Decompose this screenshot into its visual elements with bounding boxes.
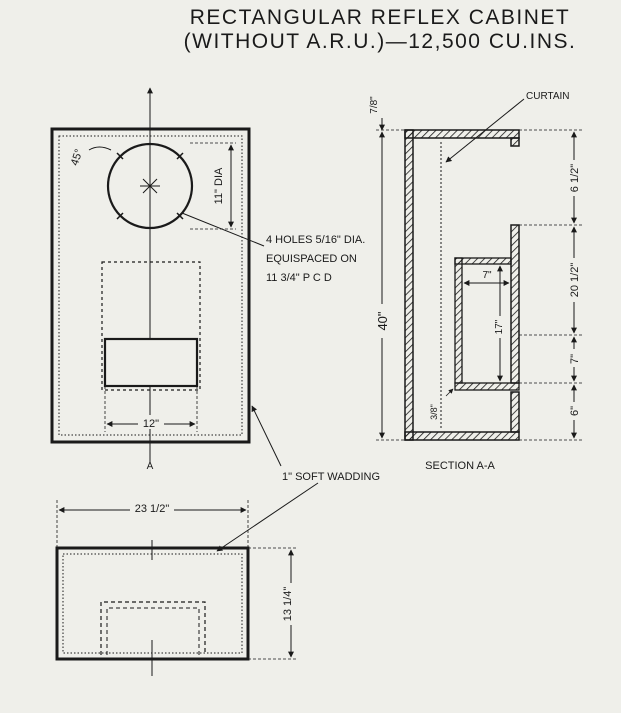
speaker-dia-label: 11" DIA bbox=[213, 167, 225, 205]
port-depth-label: 7" bbox=[482, 270, 492, 281]
port-tunnel-top bbox=[455, 258, 511, 264]
curtain-label: CURTAIN bbox=[526, 91, 570, 102]
port-height-label: 17" bbox=[494, 319, 505, 335]
section-caption: SECTION A-A bbox=[425, 460, 495, 472]
port-width-label: 12" bbox=[142, 418, 160, 430]
speaker-centre-mark bbox=[140, 176, 160, 196]
holes-note-line-1: 4 HOLES 5/16" DIA. bbox=[266, 234, 366, 246]
section-front-lower bbox=[511, 392, 519, 432]
dim-bottom-label: 6" bbox=[569, 405, 581, 417]
wadding-callout bbox=[217, 406, 380, 551]
section-view bbox=[369, 91, 584, 472]
port-tunnel-side bbox=[455, 258, 462, 383]
section-back-wall bbox=[405, 130, 413, 440]
port-opening bbox=[105, 339, 197, 386]
baffle-gap-label: 3/8" bbox=[429, 404, 439, 420]
plan-wadding-outline bbox=[63, 554, 242, 653]
plan-depth-label: 13 1/4" bbox=[282, 586, 294, 622]
dim-top-label: 6 1/2" bbox=[569, 163, 581, 193]
plan-port-outline bbox=[101, 602, 205, 655]
section-front-baffle bbox=[511, 225, 519, 383]
overall-height-label: 40" bbox=[375, 311, 390, 331]
dim-port-label: 7" bbox=[569, 353, 581, 365]
angle-label: 45° bbox=[68, 147, 86, 168]
top-offset-label: 7/8" bbox=[369, 96, 380, 114]
section-top-wall bbox=[405, 130, 519, 138]
wadding-label: 1" SOFT WADDING bbox=[282, 471, 381, 483]
section-mark-a: A bbox=[146, 461, 154, 472]
plan-width-label: 23 1/2" bbox=[134, 503, 170, 515]
plan-view bbox=[57, 500, 302, 676]
front-view bbox=[52, 88, 365, 472]
holes-note-line-2: EQUISPACED ON bbox=[266, 253, 357, 265]
title-line-1: RECTANGULAR REFLEX CABINET bbox=[189, 6, 571, 29]
port-tunnel-bottom bbox=[455, 383, 519, 390]
section-front-upper bbox=[511, 138, 519, 146]
dim-middle-label: 20 1/2" bbox=[569, 262, 581, 298]
title-line-2: (WITHOUT A.R.U.)—12,500 CU.INS. bbox=[183, 30, 577, 53]
holes-leader bbox=[182, 213, 264, 246]
holes-note-line-3: 11 3/4" P C D bbox=[266, 272, 332, 284]
section-bottom-wall bbox=[405, 432, 519, 440]
